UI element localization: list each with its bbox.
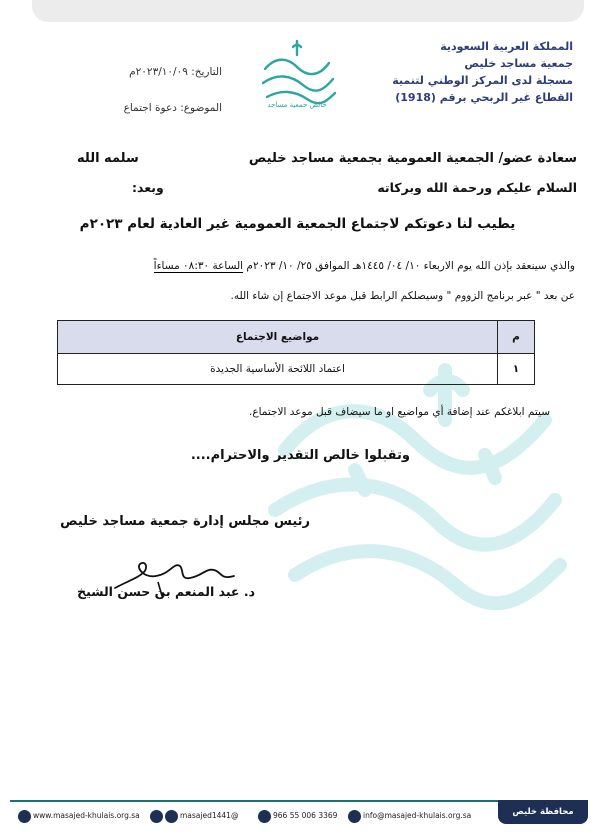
org-line: القطاع غير الربحي برقم (1918) [395, 91, 573, 104]
president-title: رئيس مجلس إدارة جمعية مساجد خليص [60, 514, 310, 529]
whatsapp-icon [258, 810, 271, 823]
row-num: ١ [498, 354, 535, 385]
email-text: info@masajed-khulais.org.sa [363, 811, 472, 820]
watermark-logo [245, 360, 575, 620]
social-text: masajed1441@ [180, 811, 239, 820]
mail-icon [348, 810, 361, 823]
footer-website[interactable] [18, 808, 140, 824]
org-line: المملكة العربية السعودية [440, 40, 573, 53]
blessing: سلمه الله [77, 151, 139, 166]
body-line-1 [15, 258, 575, 274]
twitter-icon [150, 810, 163, 823]
footer [10, 800, 588, 828]
invitation-heading: يطيب لنا دعوتكم لاجتماع الجمعية العمومية غير العادية لعام ٢٠٢٣م [79, 216, 516, 232]
meta-block [92, 54, 222, 126]
table-row [58, 354, 535, 385]
recipient: سعادة عضو/ الجمعية العمومية بجمعية مساجد خليص [248, 151, 577, 166]
footer-phone[interactable] [258, 808, 337, 824]
footer-region: محافظة خليص [498, 800, 588, 824]
col-num-header: م [498, 321, 535, 354]
instagram-icon [165, 810, 178, 823]
org-block [333, 38, 573, 106]
globe-icon [18, 810, 31, 823]
subject-line: الموضوع: دعوة اجتماع [123, 102, 222, 114]
footer-email[interactable] [348, 808, 471, 824]
date-line: التاريخ: ٢٠٢٣/١٠/٠٩م [129, 66, 222, 78]
phone-text: 966 55 006 3369 [273, 811, 338, 820]
top-bar [32, 0, 584, 22]
org-line: جمعية مساجد خليص [464, 57, 573, 70]
note: سيتم ابلاغكم عند إضافة أي مواضيع او ما سيضاف قبل موعد الاجتماع. [249, 406, 550, 418]
greeting: السلام عليكم ورحمة الله وبركاته [377, 180, 577, 195]
org-logo [253, 35, 341, 111]
topics-table [57, 320, 535, 385]
body-line-2: عن بعد " عبر برنامج الزووم " وسيصلكم الرابط قبل موعد الاجتماع إن شاء الله. [230, 290, 575, 302]
table-header-row [58, 321, 535, 354]
body-text: والذي سينعقد بإذن الله يوم الاربعاء ١٠/ ٠٤/ ١٤٤٥هـ الموافق ٢٥/ ١٠/ ٢٠٢٣م [246, 260, 575, 272]
greeting-row [17, 180, 577, 195]
recipient-row [17, 151, 577, 166]
footer-social[interactable] [150, 808, 238, 824]
col-topic-header: مواضيع الاجتماع [58, 321, 498, 354]
org-line: مسجلة لدى المركز الوطني لتنمية [392, 74, 573, 87]
logo-text: خالص جمعية مساجد [267, 101, 327, 109]
after-greeting: وبعد: [132, 180, 164, 195]
closing: وتقبلوا خالص التقدير والاحترام.... [190, 448, 410, 463]
president-name: د. عبد المنعم بن حسن الشيخ [77, 584, 255, 599]
row-topic: اعتماد اللائحة الأساسية الجديدة [58, 354, 498, 385]
website-text: www.masajed-khulais.org.sa [33, 811, 140, 820]
meeting-time: الساعة ٠٨:٣٠ مساءاً [153, 260, 244, 272]
